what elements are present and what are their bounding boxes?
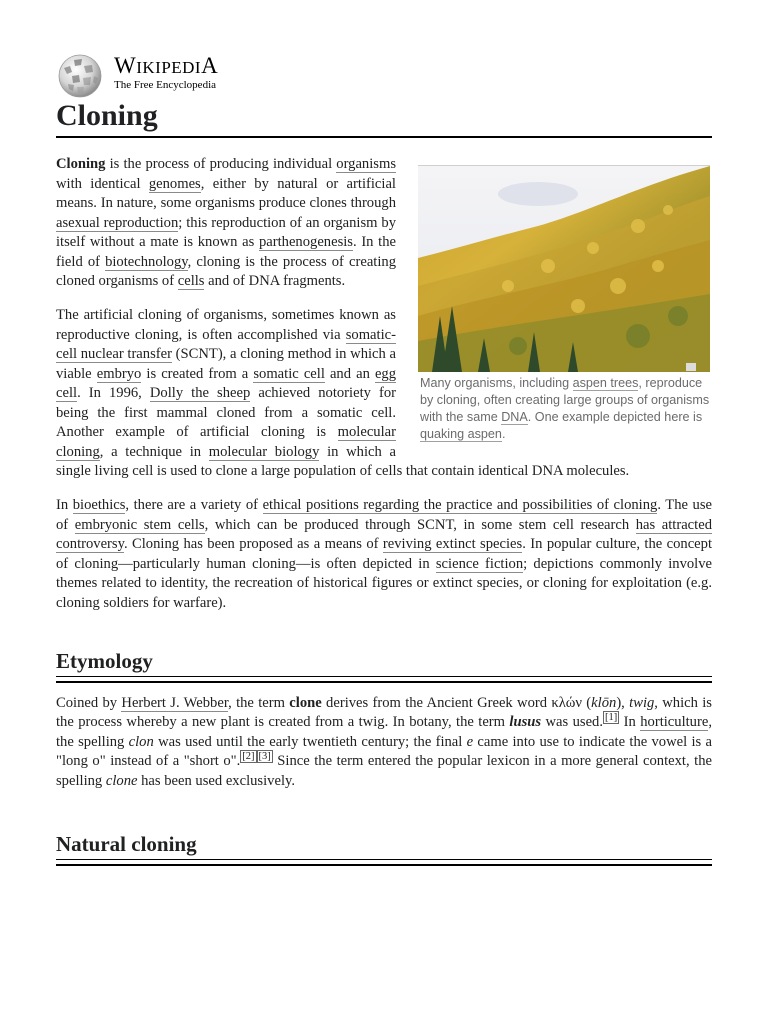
section-heading-etymology: Etymology (56, 648, 712, 677)
paragraph-text: Coined by (56, 694, 122, 711)
page-title: Cloning (56, 98, 712, 138)
paragraph-text: is the process of producing individual (105, 156, 337, 172)
paragraph-text: . In the field of (56, 234, 396, 270)
intro-paragraph-3 (56, 496, 712, 613)
link-herbert-j-webber[interactable]: Herbert J. Webber (121, 694, 229, 711)
link-somatic-cell[interactable]: somatic cell (253, 365, 325, 382)
paragraph-text: in which a single living cell is used to clone a large population of cells that contain identical DNA molecules. (56, 443, 630, 479)
link-cells[interactable]: cells (177, 273, 205, 289)
paragraph-text: , which is the process whereby a new plant is created from a twig. In botany, the term (56, 694, 712, 730)
italic-term: clon (128, 733, 154, 750)
paragraph-text: . In 1996, (77, 385, 150, 401)
link-egg-cell[interactable]: egg cell (56, 365, 397, 401)
reference-label: [3] (258, 751, 271, 763)
reference-2[interactable] (240, 750, 256, 763)
wordmark-first: W (114, 53, 137, 78)
paragraph-text: In (56, 497, 73, 513)
link-reviving-extinct-species[interactable]: reviving extinct species (382, 536, 523, 552)
paragraph-text: , which can be produced through SCNT, in some stem cell research (204, 516, 636, 533)
wikipedia-wordmark (114, 54, 218, 80)
caption-text: . One example depicted here is (527, 410, 703, 424)
paragraph-text: came into use to indicate the vowel is a "long o" instead of a "short o". (56, 733, 712, 769)
paragraph-text: . Cloning has been proposed as a means of (123, 536, 383, 552)
paragraph-text: is created from a (141, 365, 254, 382)
caption-text: . (501, 427, 506, 441)
wikipedia-logo[interactable] (56, 52, 316, 98)
paragraph-text: , the term (228, 694, 290, 711)
link-horticulture[interactable]: horticulture (640, 714, 709, 730)
paragraph-text: has been used exclusively. (137, 772, 295, 789)
bold-italic-term: lusus (509, 714, 542, 730)
reference-3[interactable] (257, 750, 273, 763)
link-biotechnology[interactable]: biotechnology (105, 253, 188, 270)
paragraph-text: , the spelling (56, 714, 712, 750)
paragraph-text: , there are a variety of (125, 497, 263, 513)
link-genomes[interactable]: genomes (148, 175, 201, 192)
aspen-trees-image[interactable] (418, 165, 710, 372)
paragraph-text: and an (324, 365, 375, 382)
paragraph-text: and of DNA fragments. (204, 273, 346, 289)
paragraph-text: , either by natural or artificial means. In nature, some organisms produce clones through (56, 175, 396, 211)
link-dolly-the-sheep[interactable]: Dolly the sheep (149, 385, 251, 401)
caption-text: , reproduce by cloning, often creating large groups of organisms with the same (420, 376, 710, 424)
paragraph-text: In (619, 714, 641, 730)
section-heading-natural-cloning: Natural cloning (56, 831, 712, 860)
wordmark-rest: IKIPEDI (136, 58, 202, 77)
caption-text: Many organisms, including (420, 376, 573, 390)
paragraph-text: Since the term entered the popular lexicon in a more general context, the spelling (56, 753, 712, 789)
paragraph-text: ; this reproduction of an organism by itself without a mate is known as (56, 214, 397, 250)
paragraph-text: was used. (541, 714, 603, 730)
wikipedia-tagline: The Free Encyclopedia (114, 79, 217, 91)
paragraph-text: ), (616, 694, 630, 711)
link-embryonic-stem-cells[interactable]: embryonic stem cells (74, 516, 205, 533)
wordmark-last: A (201, 53, 219, 78)
paragraph-text: . The use of (56, 497, 712, 533)
link-somatic-cell-nuclear-transfer[interactable]: somatic-cell nuclear transfer (56, 326, 396, 362)
paragraph-text: (SCNT), a cloning method in which a viable (56, 346, 397, 382)
article-body (56, 155, 712, 860)
link-ethics-of-cloning[interactable]: ethical positions regarding the practice and possibilities of cloning (262, 497, 658, 513)
reference-label: [2] (242, 751, 255, 763)
link-aspen-trees[interactable]: aspen trees (572, 376, 639, 390)
link-attracted-controversy[interactable]: has attracted controversy (56, 516, 712, 552)
link-asexual-reproduction[interactable]: asexual reproduction (56, 214, 179, 231)
link-embryo[interactable]: embryo (96, 365, 142, 382)
reference-1[interactable] (603, 711, 619, 724)
paragraph-text: derives from the Ancient Greek word κλών ( (321, 694, 592, 711)
link-organisms[interactable]: organisms (336, 156, 396, 172)
aspen-hillside-picture (418, 166, 710, 372)
link-bioethics[interactable]: bioethics (72, 497, 126, 513)
italic-term: klōn (591, 694, 617, 711)
paragraph-text: . In popular culture, the concept of cloning—particularly human cloning—is often depicted in (56, 536, 713, 572)
paragraph-text: The artificial cloning of organisms, sometimes known as reproductive cloning, is often accomplished via (56, 307, 396, 343)
paragraph-text: , cloning is the process of creating cloned organisms of (56, 253, 396, 289)
paragraph-text: , a technique in (99, 443, 209, 460)
etymology-paragraph (56, 694, 712, 792)
lead-figure (418, 165, 712, 443)
link-quaking-aspen[interactable]: quaking aspen (420, 427, 502, 441)
italic-term: clone (105, 772, 138, 789)
reference-label: [1] (605, 712, 618, 724)
bold-term: clone (289, 694, 322, 711)
wikipedia-globe-icon (56, 54, 104, 98)
link-molecular-cloning[interactable]: molecular cloning (56, 424, 396, 460)
italic-term: e (466, 733, 474, 750)
paragraph-text: with identical (56, 175, 149, 192)
bold-term: Cloning (56, 156, 106, 172)
paragraph-text: was used until the early twentieth century; the final (153, 733, 467, 750)
link-parthenogenesis[interactable]: parthenogenesis (258, 234, 353, 250)
italic-term: twig (629, 694, 655, 711)
paragraph-text: ; depictions commonly involve themes related to identity, the recreation of historical figures or extinct species, or cloning for exploitation (e.g. cloning soldiers for warfare). (56, 555, 712, 611)
link-molecular-biology[interactable]: molecular biology (208, 443, 320, 460)
link-dna[interactable]: DNA (501, 410, 528, 424)
link-science-fiction[interactable]: science fiction (435, 555, 524, 572)
paragraph-text: achieved notoriety for being the first mammal cloned from a somatic cell. Another example of artificial cloning is (56, 385, 396, 440)
figure-caption (418, 372, 712, 443)
